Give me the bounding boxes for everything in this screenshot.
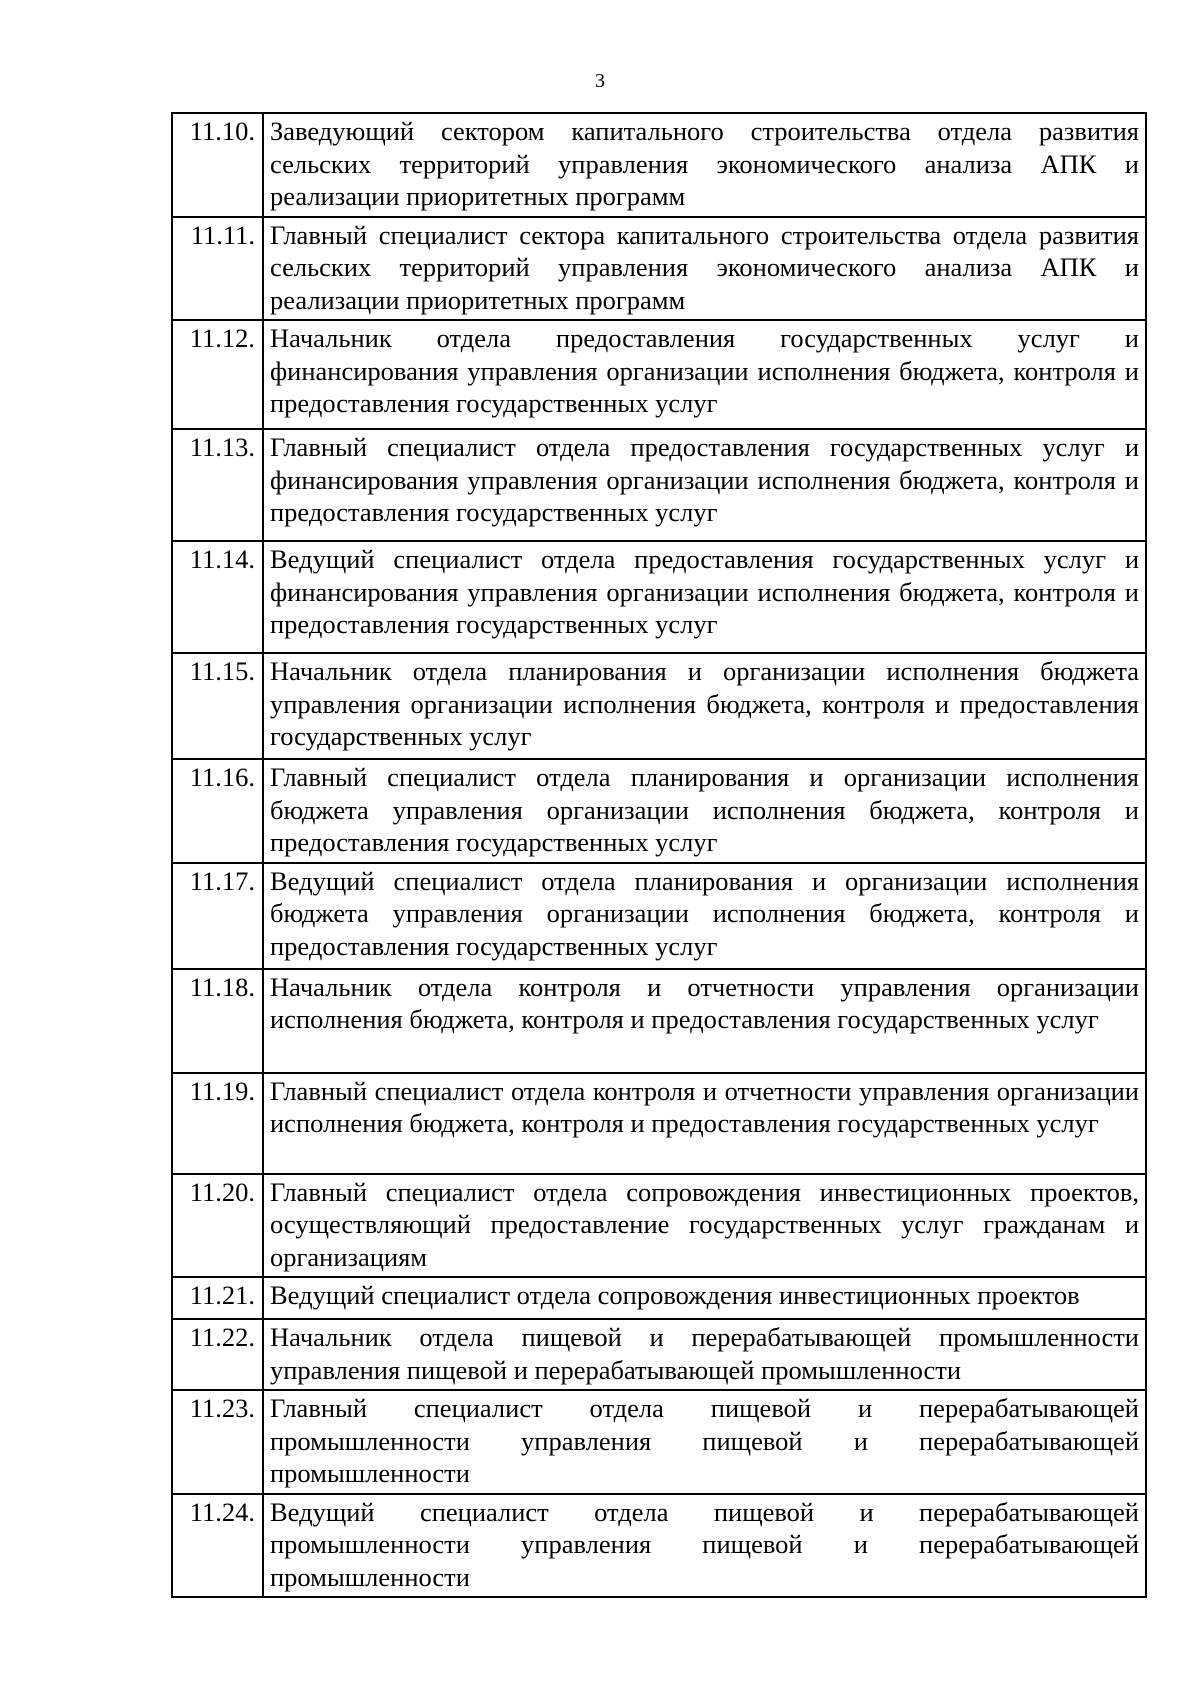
position-title: Главный специалист отдела контроля и отчетности управления организации исполнения бюджета, контроля и предоставления государственных услуг <box>263 1073 1146 1174</box>
table-row <box>172 113 1146 217</box>
position-title: Ведущий специалист отдела планирования и организации исполнения бюджета управления организации исполнения бюджета, контроля и предоставления государственных услуг <box>263 863 1146 969</box>
row-number: 11.20. <box>172 1174 263 1278</box>
row-number: 11.22. <box>172 1319 263 1390</box>
table-row <box>172 1073 1146 1174</box>
table-row <box>172 541 1146 653</box>
position-title: Начальник отдела предоставления государственных услуг и финансирования управления организации исполнения бюджета, контроля и предоставления государственных услуг <box>263 320 1146 429</box>
positions-table <box>171 112 1147 1598</box>
position-title: Главный специалист отдела пищевой и перерабатывающей промышленности управления пищевой и перерабатывающей промышленности <box>263 1390 1146 1494</box>
position-title: Главный специалист отдела планирования и организации исполнения бюджета управления организации исполнения бюджета, контроля и предоставления государственных услуг <box>263 759 1146 863</box>
page-number: 3 <box>595 70 605 92</box>
table-row <box>172 320 1146 429</box>
table-row <box>172 1277 1146 1319</box>
position-title: Ведущий специалист отдела пищевой и перерабатывающей промышленности управления пищевой и перерабатывающей промышленности <box>263 1494 1146 1598</box>
row-number: 11.18. <box>172 969 263 1073</box>
row-number: 11.17. <box>172 863 263 969</box>
table-row <box>172 429 1146 541</box>
table-row <box>172 863 1146 969</box>
table-row <box>172 759 1146 863</box>
row-number: 11.14. <box>172 541 263 653</box>
row-number: 11.24. <box>172 1494 263 1598</box>
position-title: Начальник отдела пищевой и перерабатывающей промышленности управления пищевой и перерабатывающей промышленности <box>263 1319 1146 1390</box>
table-row <box>172 1494 1146 1598</box>
table-row <box>172 1319 1146 1390</box>
table-row <box>172 653 1146 759</box>
position-title: Начальник отдела планирования и организации исполнения бюджета управления организации исполнения бюджета, контроля и предоставления государственных услуг <box>263 653 1146 759</box>
position-title: Главный специалист сектора капитального строительства отдела развития сельских территорий управления экономического анализа АПК и реализации приоритетных программ <box>263 217 1146 321</box>
row-number: 11.11. <box>172 217 263 321</box>
row-number: 11.10. <box>172 113 263 217</box>
row-number: 11.16. <box>172 759 263 863</box>
position-title: Главный специалист отдела предоставления государственных услуг и финансирования управления организации исполнения бюджета, контроля и предоставления государственных услуг <box>263 429 1146 541</box>
position-title: Ведущий специалист отдела предоставления государственных услуг и финансирования управления организации исполнения бюджета, контроля и предоставления государственных услуг <box>263 541 1146 653</box>
row-number: 11.15. <box>172 653 263 759</box>
row-number: 11.21. <box>172 1277 263 1319</box>
table-row <box>172 217 1146 321</box>
table-row <box>172 1174 1146 1278</box>
position-title: Начальник отдела контроля и отчетности управления организации исполнения бюджета, контроля и предоставления государственных услуг <box>263 969 1146 1073</box>
position-title: Заведующий сектором капитального строительства отдела развития сельских территорий управления экономического анализа АПК и реализации приоритетных программ <box>263 113 1146 217</box>
row-number: 11.13. <box>172 429 263 541</box>
row-number: 11.19. <box>172 1073 263 1174</box>
row-number: 11.23. <box>172 1390 263 1494</box>
row-number: 11.12. <box>172 320 263 429</box>
position-title: Ведущий специалист отдела сопровождения инвестиционных проектов <box>263 1277 1146 1319</box>
table-row <box>172 1390 1146 1494</box>
position-title: Главный специалист отдела сопровождения инвестиционных проектов, осуществляющий предоставление государственных услуг гражданам и организациям <box>263 1174 1146 1278</box>
table-row <box>172 969 1146 1073</box>
